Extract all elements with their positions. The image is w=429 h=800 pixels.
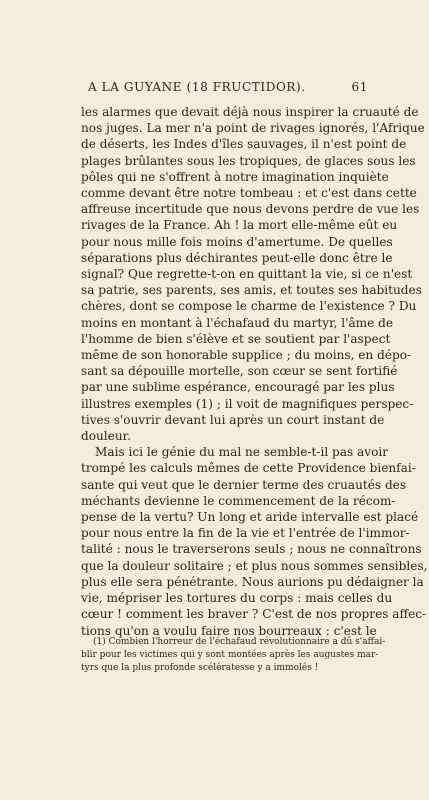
page-header [88,80,368,96]
footnote-line: blir pour les victimes qui y sont montées après les augustes mar- [81,650,379,660]
text-line: plages brûlantes sous les tropiques, de glaces sous les [81,153,416,168]
text-line: même de son honorable supplice ; du moins, en dépo- [81,348,412,363]
text-line: douleur. [81,429,131,444]
text-line: vie, mépriser les tortures du corps : mais celles du [81,591,393,606]
text-line: comme devant être notre tombeau : et c'est dans cette [81,186,417,201]
text-line: l'homme de bien s'élève et se soutient par l'aspect [81,331,391,346]
text-line: méchants devienne le commencement de la récom- [81,493,396,508]
text-line: sante qui veut que le dernier terme des cruautés des [81,477,407,492]
text-line: nos juges. La mer n'a point de rivages ignorés, l'Afrique [81,121,425,136]
page-number: 61 [351,80,368,94]
text-line: pense de la vertu? Un long et aride intervalle est placé [81,510,419,525]
text-line: pôles qui ne s'offrent à notre imagination inquiète [81,169,389,184]
text-line: cœur ! comment les braver ? C'est de nos propres affec- [81,607,427,622]
text-line: plus elle sera pénétrante. Nous aurions pu dédaigner la [81,574,424,589]
text-line: rivages de la France. Ah ! la mort elle-même eût eu [81,218,398,233]
text-line: illustres exemples (1) ; il voit de magnifiques perspec- [81,396,414,411]
footnote [81,636,386,675]
text-line: moins en montant à l'échafaud du martyr, l'âme de [81,315,394,330]
running-title: A LA GUYANE (18 FRUCTIDOR). [88,80,306,94]
text-line: trompé les calculs mêmes de cette Providence bienfai- [81,461,416,476]
text-line: sa patrie, ses parents, ses amis, et toutes ses habitudes [81,283,422,298]
text-line: pour nous mille fois moins d'amertume. De quelles [81,234,393,249]
text-line: tives s'ouvrir devant lui après un court instant de [81,412,385,427]
body-text [81,104,428,639]
footnote-line: (1) Combien l'horreur de l'échafaud révolutionnaire a dû s'affai- [93,637,386,647]
text-line: signal? Que regrette-t-on en quittant la vie, si ce n'est [81,267,413,282]
footnote-line: tyrs que la plus profonde scélératesse y a immolés ! [81,663,319,673]
text-line: chères, dont se compose le charme de l'existence ? Du [81,299,417,314]
text-line: les alarmes que devait déjà nous inspirer la cruauté de [81,105,419,119]
text-line: séparations plus déchirantes peut-elle donc être le [81,250,393,265]
text-line: Mais ici le génie du mal ne semble-t-il pas avoir [95,445,389,460]
text-line: talité : nous le traverserons seuls ; nous ne connaîtrons [81,542,422,557]
text-line: de déserts, les Indes d'îles sauvages, il n'est point de [81,137,407,152]
text-line: sant sa dépouille mortelle, son cœur se sent fortifié [81,364,398,379]
text-line: par une sublime espérance, encouragé par les plus [81,380,395,395]
text-line: affreuse incertitude que nous devons perdre de vue les [81,202,420,217]
text-line: que la douleur solitaire ; et plus nous sommes sensibles, [81,558,428,573]
text-line: pour nous entre la fin de la vie et l'entrée de l'immor- [81,526,410,541]
text-line: tions qu'on a voulu faire nos bourreaux : c'est le [81,623,377,638]
